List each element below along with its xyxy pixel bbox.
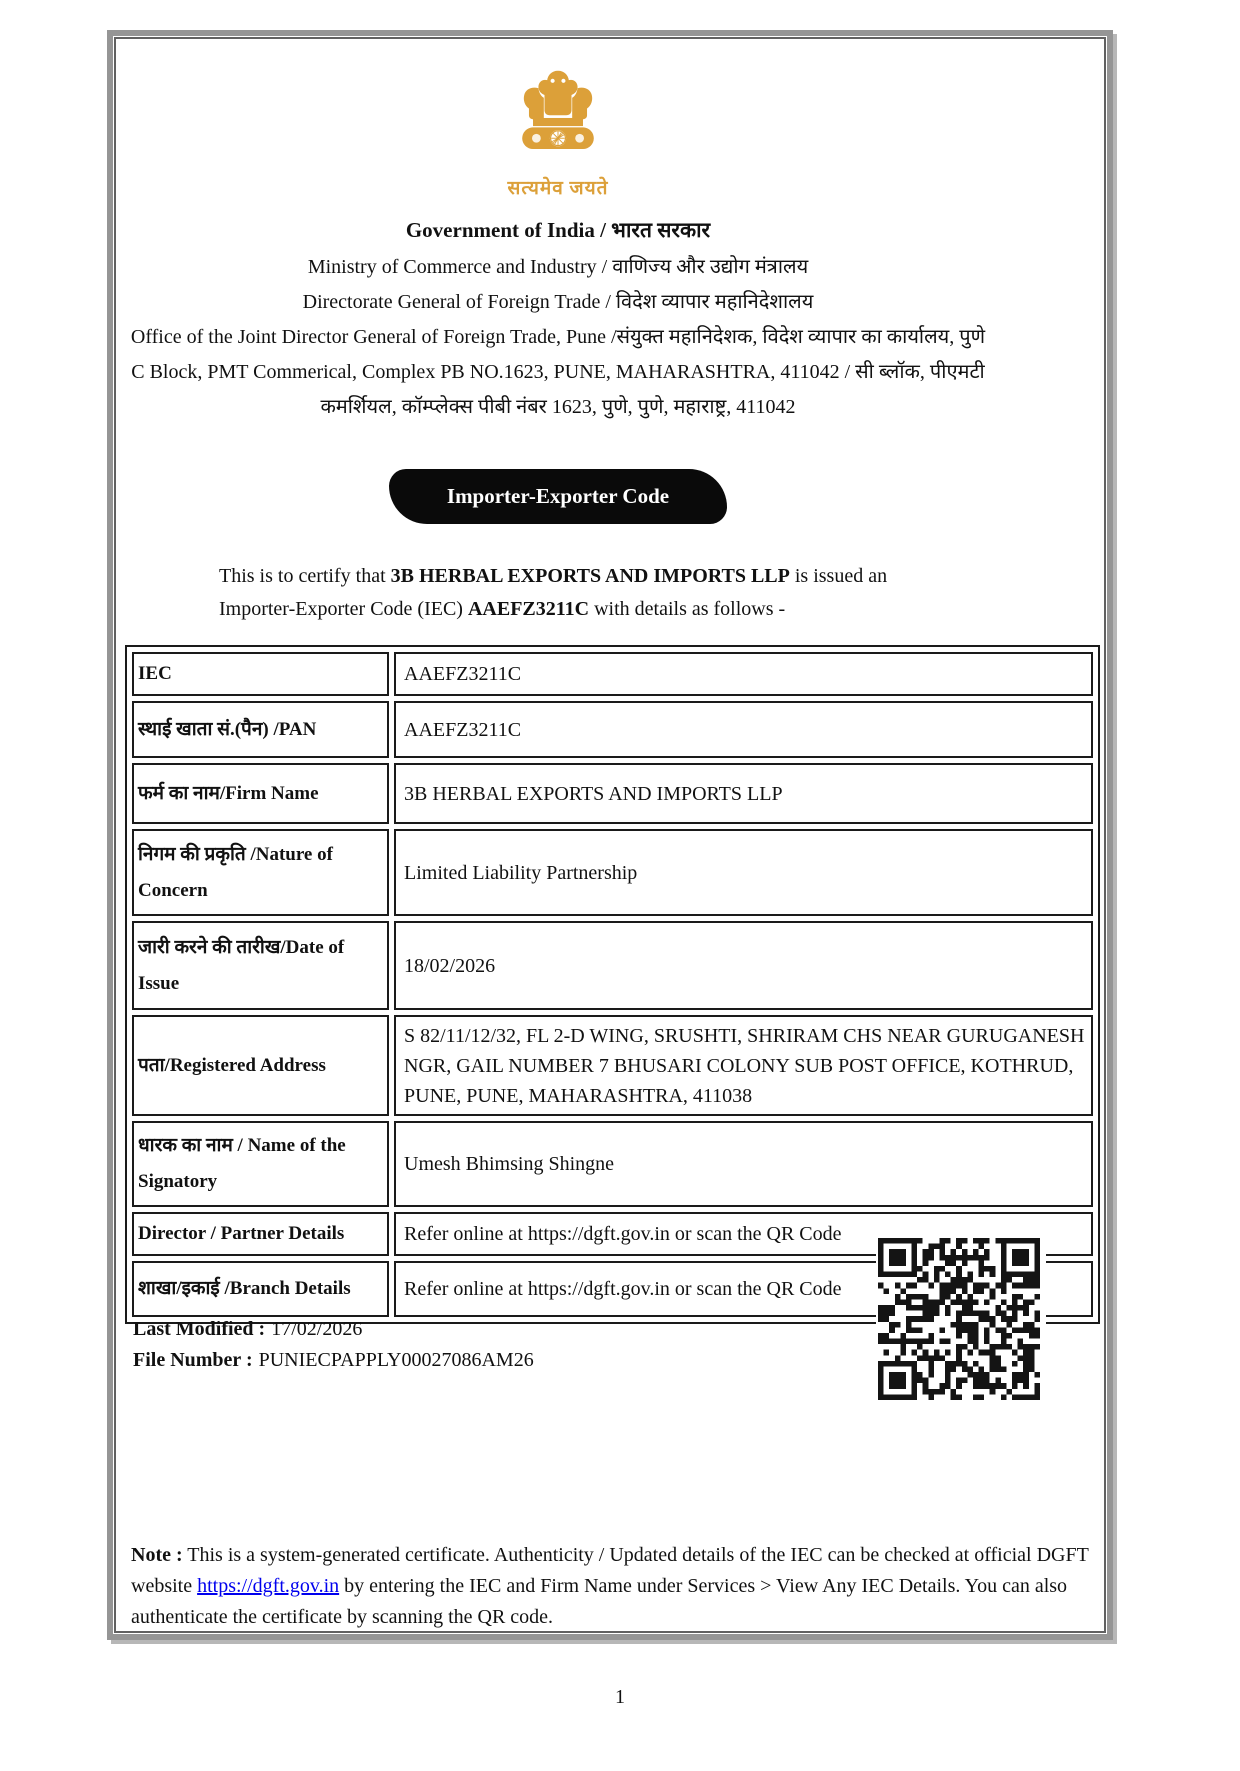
- table-row-nature-of-concern: [132, 829, 1093, 916]
- row-label: IEC: [132, 652, 389, 696]
- row-label: शाखा/इकाई /Branch Details: [132, 1261, 389, 1317]
- ashoka-emblem-icon: [514, 68, 602, 172]
- note-text-after-link: by entering the IEC and Firm Name under Services > View Any IEC Details. You can also authenticate the certificate by scanning the QR code.: [131, 1575, 1068, 1628]
- office-line: Office of the Joint Director General of Foreign Trade, Pune /संयुक्त महानिदेशक, विदेश व्यापार का कार्यालय, पुणे: [130, 326, 986, 348]
- iec-code-text: AAEFZ3211C: [467, 598, 590, 620]
- row-value: S 82/11/12/32, FL 2-D WING, SRUSHTI, SHRIRAM CHS NEAR GURUGANESH NGR, GAIL NUMBER 7 BHUSARI COLONY SUB POST OFFICE, KOTHRUD, PUNE, PUNE, MAHARASHTRA, 411038: [394, 1015, 1093, 1116]
- table-row-date-of-issue: [132, 921, 1093, 1010]
- table-row-registered-address: [132, 1015, 1093, 1116]
- directorate-line: Directorate General of Foreign Trade / विदेश व्यापार महानिदेशालय: [302, 291, 814, 313]
- firm-name-text: 3B HERBAL EXPORTS AND IMPORTS LLP: [390, 565, 790, 587]
- row-value: AAEFZ3211C: [394, 701, 1093, 758]
- row-label: Director / Partner Details: [132, 1212, 389, 1256]
- row-label: फर्म का नाम/Firm Name: [132, 763, 389, 824]
- table-row-pan: [132, 701, 1093, 758]
- certification-statement: [219, 560, 897, 626]
- row-value: AAEFZ3211C: [394, 652, 1093, 696]
- row-label: धारक का नाम / Name of the Signatory: [132, 1121, 389, 1207]
- page-number: 1: [615, 1686, 625, 1708]
- footer-note: [131, 1540, 1099, 1633]
- certificate-meta: [133, 1314, 534, 1376]
- row-label: जारी करने की तारीख/Date of Issue: [132, 921, 389, 1010]
- intro-middle: is issued an Importer-Exporter Code (IEC): [219, 565, 888, 620]
- note-label: Note :: [131, 1544, 183, 1566]
- last-modified-label: Last Modified :: [133, 1318, 266, 1340]
- row-value: Refer online at https://dgft.gov.in or scan the QR Code: [394, 1212, 1093, 1256]
- certificate-header: [118, 38, 998, 646]
- government-of-india-line: Government of India / भारत सरकार: [405, 218, 711, 242]
- office-address-line-1: C Block, PMT Commerical, Complex PB NO.1623, PUNE, MAHARASHTRA, 411042 / सी ब्लॉक, पीएमटी: [131, 361, 985, 383]
- intro-prefix: This is to certify that: [219, 565, 391, 587]
- qr-code: [876, 1236, 1046, 1406]
- table-row-signatory-name: [132, 1121, 1093, 1207]
- row-label: पता/Registered Address: [132, 1015, 389, 1116]
- office-address-line-2: कमर्शियल, कॉम्प्लेक्स पीबी नंबर 1623, पुणे, पुणे, महाराष्ट्र, 411042: [320, 396, 796, 418]
- row-value: Umesh Bhimsing Shingne: [394, 1121, 1093, 1207]
- ministry-line: Ministry of Commerce and Industry / वाणिज्य और उद्योग मंत्रालय: [307, 256, 809, 278]
- row-label: निगम की प्रकृति /Nature of Concern: [132, 829, 389, 916]
- row-value: Refer online at https://dgft.gov.in or scan the QR Code: [394, 1261, 1093, 1317]
- last-modified-value: 17/02/2026: [271, 1318, 363, 1340]
- row-value: Limited Liability Partnership: [394, 829, 1093, 916]
- note-text-before-link: This is a system-generated certificate. Authenticity / Updated details of the IEC can be checked at official DGFT website: [131, 1544, 1089, 1597]
- iec-details-table: [125, 645, 1100, 1324]
- row-value: 3B HERBAL EXPORTS AND IMPORTS LLP: [394, 763, 1093, 824]
- file-number-value: PUNIECPAPPLY00027086AM26: [258, 1349, 534, 1371]
- emblem-motto: सत्यमेव जयते: [507, 178, 609, 199]
- last-modified-line: [133, 1314, 534, 1345]
- row-label: स्थाई खाता सं.(पैन) /PAN: [132, 701, 389, 758]
- file-number-label: File Number :: [133, 1349, 253, 1371]
- file-number-line: [133, 1345, 534, 1376]
- table-row-iec: [132, 652, 1093, 696]
- dgft-website-link[interactable]: https://dgft.gov.in: [197, 1575, 340, 1597]
- importer-exporter-code-badge: Importer-Exporter Code: [389, 469, 727, 524]
- intro-suffix: with details as follows -: [589, 598, 786, 620]
- table-row-firm-name: [132, 763, 1093, 824]
- row-value: 18/02/2026: [394, 921, 1093, 1010]
